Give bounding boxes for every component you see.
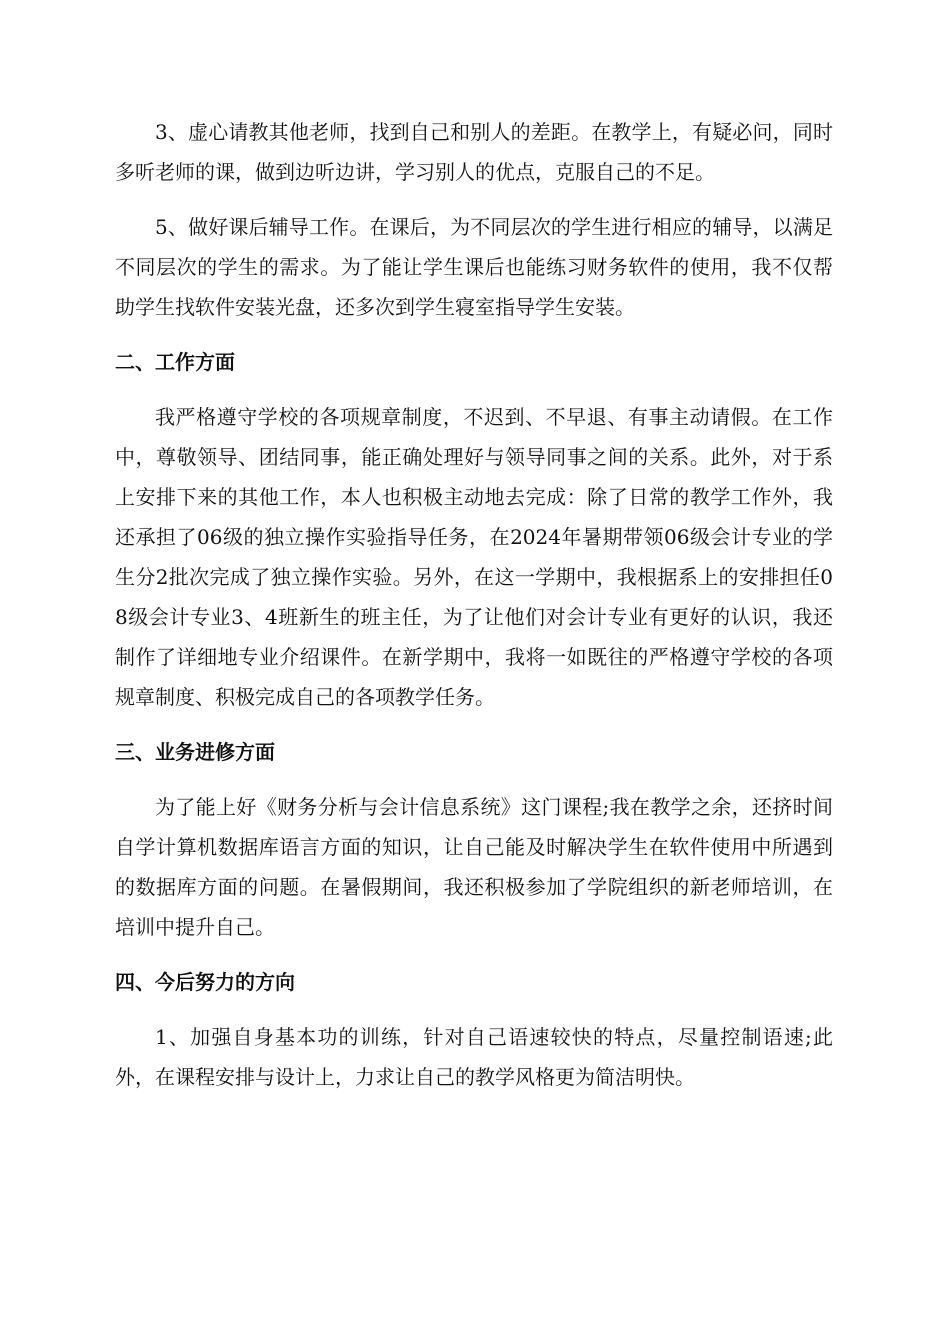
paragraph-consult-teachers: 3、虚心请教其他老师，找到自己和别人的差距。在教学上，有疑必问，同时多听老师的课，做到边听边讲，学习别人的优点，克服自己的不足。 (115, 120, 833, 184)
heading-professional-development: 三、业务进修方面 (115, 740, 275, 764)
heading-future-direction: 四、今后努力的方向 (115, 970, 295, 994)
heading-work: 二、工作方面 (115, 350, 235, 374)
document-page (115, 112, 833, 1112)
paragraph-after-class-tutoring: 5、做好课后辅导工作。在课后，为不同层次的学生进行相应的辅导，以满足不同层次的学生的需求。为了能让学生课后也能练习财务软件的使用，我不仅帮助学生找软件安装光盘，还多次到学生寝室指导学生安装。 (115, 215, 833, 319)
paragraph-professional-development: 为了能上好《财务分析与会计信息系统》这门课程;我在教学之余，还挤时间自学计算机数据库语言方面的知识，让自己能及时解决学生在软件使用中所遇到的数据库方面的问题。在暑假期间，我还积极参加了学院组织的新老师培训，在培训中提升自己。 (115, 795, 833, 939)
paragraph-future-direction: 1、加强自身基本功的训练，针对自己语速较快的特点，尽量控制语速;此外，在课程安排与设计上，力求让自己的教学风格更为简洁明快。 (115, 1025, 833, 1089)
paragraph-work: 我严格遵守学校的各项规章制度，不迟到、不早退、有事主动请假。在工作中，尊敬领导、团结同事，能正确处理好与领导同事之间的关系。此外，对于系上安排下来的其他工作，本人也积极主动地去完成：除了日常的教学工作外，我还承担了06级的独立操作实验指导任务，在2024年暑期带领06级会计专业的学生分2批次完成了独立操作实验。另外，在这一学期中，我根据系上的安排担任08级会计专业3、4班新生的班主任，为了让他们对会计专业有更好的认识，我还制作了详细地专业介绍课件。在新学期中，我将一如既往的严格遵守学校的各项规章制度、积极完成自己的各项教学任务。 (115, 405, 833, 709)
